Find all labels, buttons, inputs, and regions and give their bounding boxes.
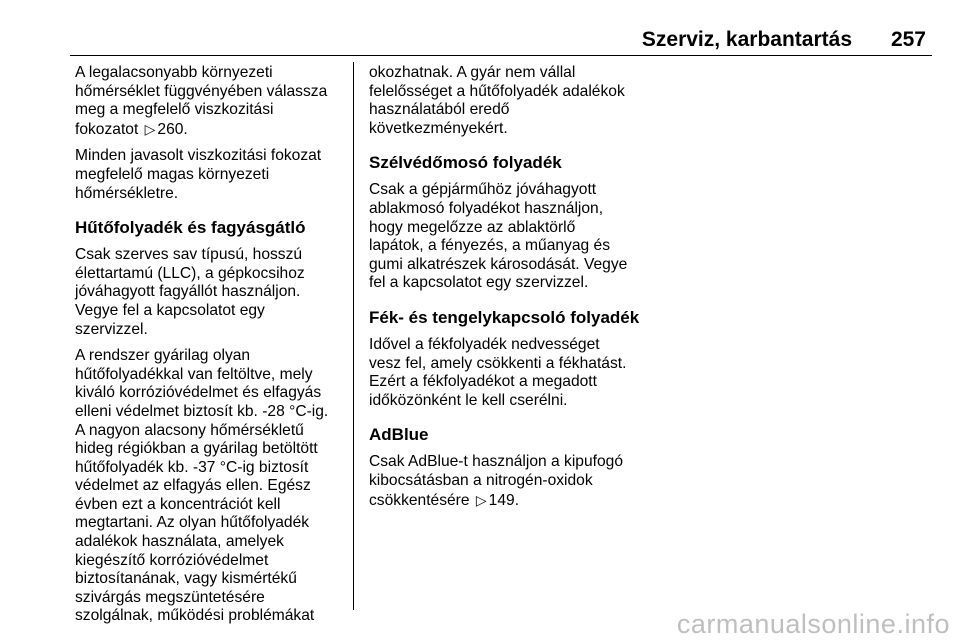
right-column (369, 64, 640, 518)
arrow-ref-icon[interactable]: ▷ (144, 120, 156, 137)
coolant-heading: Hűtőfolyadék és fagyásgátló (75, 218, 306, 238)
coolant-paragraph: Csak szerves sav típusú, hosszú élettartamú (LLC), a gépkocsihoz jóváhagyott fagyállót használjon. Vegye fel a kapcsolatot egy szervizzel. (75, 246, 305, 338)
left-column (75, 64, 347, 634)
page-header (70, 22, 932, 56)
washer-fluid-heading: Szélvédőmosó folyadék (369, 153, 562, 173)
coolant-protection-paragraph: A rendszer gyárilag olyan hűtőfolyadékkal van feltöltve, mely kiváló korrózióvédelmet és elfagyás elleni védelmet biztosít kb. -28 °C-ig. A nagyon alacsony hőmérsékletű hideg régiókban a gyárilag betöltött hűtőfolyadék kb. -37 °C-ig biztosít védelmet az elfagyás ellen. Egész évben ezt a koncentrációt kell megtartani. Az olyan hűtőfolyadék adalékok használata, amelyek kiegészítő korrózióvédelmet biztosítanának, vagy kismértékű szivárgás megszüntetésére szolgálnak, működési problémákat (75, 347, 329, 625)
adblue-heading: AdBlue (369, 425, 429, 445)
header-rule (70, 55, 932, 56)
page-number: 257 (890, 28, 926, 51)
brake-fluid-paragraph: Idővel a fékfolyadék nedvességet vesz fel, amely csökkenti a fékhatást. Ezért a fékfolyadékot a megadott időközönként le kell cserélni. (369, 335, 627, 409)
adblue-paragraph: Csak AdBlue-t használjon a kipufogó kibocsátásban a nitrogén-oxidok csökkentésére ▷ 149. (369, 453, 623, 509)
page-ref-link[interactable]: 149. (488, 491, 520, 509)
page-ref-link[interactable]: 260. (157, 120, 188, 138)
coolant-continued-paragraph: okozhatnak. A gyár nem vállal felelősséget a hűtőfolyadék adalékok használatából eredő következményekért. (369, 64, 625, 137)
arrow-ref-icon[interactable]: ▷ (475, 491, 487, 508)
section-title: Szerviz, karbantartás (641, 28, 852, 51)
viscosity-paragraph: A legalacsonyabb környezeti hőmérséklet függvényében válassza meg a megfelelő viszkozitási fokozatot ▷ 260. (75, 64, 328, 138)
viscosity-note-paragraph: Minden javasolt viszkozitási fokozat megfelelő magas környezeti hőmérsékletre. (75, 147, 322, 202)
brake-fluid-heading: Fék- és tengelykapcsoló folyadék (369, 307, 640, 327)
column-divider (353, 62, 354, 610)
washer-fluid-paragraph: Csak a gépjárműhöz jóváhagyott ablakmosó folyadékot használjon, hogy megelőzze az ablaktörlő lapátok, a fényezés, a műanyag és gumi alkatrészek károsodását. Vegye fel a kapcsolatot egy szervizzel. (369, 181, 628, 292)
watermark: carmanualsonline.info (676, 609, 950, 639)
